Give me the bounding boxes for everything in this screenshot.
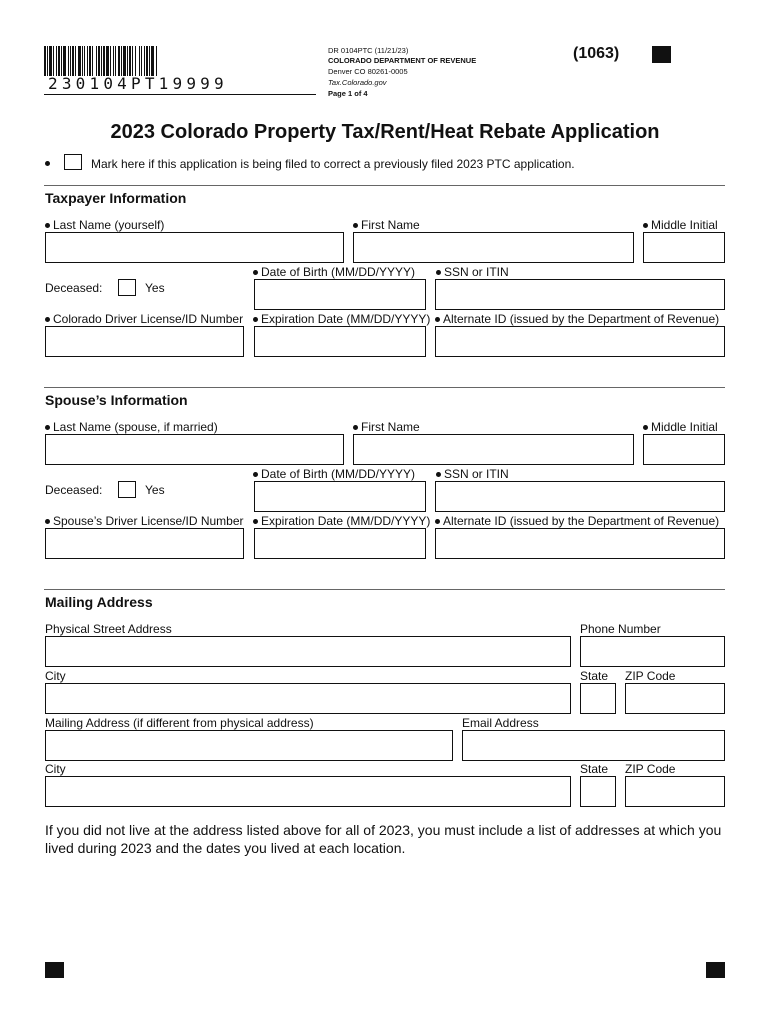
mailing-address-field[interactable] [45, 730, 453, 761]
taxpayer-deceased-label: Deceased: [45, 281, 103, 295]
taxpayer-middle-initial-label [643, 218, 718, 232]
taxpayer-first-name-field[interactable] [353, 232, 634, 263]
department-address: Denver CO 80261-0005 [328, 67, 408, 76]
spouse-deceased-yes-label: Yes [145, 483, 165, 497]
correction-label: Mark here if this application is being filed to correct a previously filed 2023 PTC application. [91, 157, 575, 171]
mailing-heading: Mailing Address [45, 594, 153, 610]
spouse-last-name-label [45, 420, 218, 434]
label-text: Expiration Date (MM/DD/YYYY) [261, 312, 431, 326]
taxpayer-middle-initial-field[interactable] [643, 232, 725, 263]
taxpayer-last-name-field[interactable] [45, 232, 344, 263]
state-label: State [580, 669, 609, 683]
required-bullet [45, 223, 50, 228]
taxpayer-dob-label [253, 265, 415, 279]
registration-mark-bottom-left [45, 962, 64, 978]
mailing-city-field[interactable] [45, 776, 571, 807]
required-bullet [435, 519, 440, 524]
department-website: Tax.Colorado.gov [328, 78, 387, 87]
label-text: Alternate ID (issued by the Department of Revenue) [443, 312, 720, 326]
taxpayer-expiration-label [253, 312, 430, 326]
label-text: Expiration Date (MM/DD/YYYY) [261, 514, 431, 528]
mailing-state-field[interactable] [580, 776, 616, 807]
required-bullet [253, 472, 258, 477]
required-bullet [436, 472, 441, 477]
taxpayer-dob-field[interactable] [254, 279, 426, 310]
label-text: First Name [361, 218, 420, 232]
phone-label: Phone Number [580, 622, 661, 636]
taxpayer-last-name-label [45, 218, 164, 232]
required-bullet [353, 425, 358, 430]
required-bullet [643, 425, 648, 430]
required-bullet [45, 317, 50, 322]
label-text: First Name [361, 420, 420, 434]
label-text: Middle Initial [651, 218, 718, 232]
page-indicator: Page 1 of 4 [328, 89, 368, 98]
required-bullet [353, 223, 358, 228]
spouse-deceased-label: Deceased: [45, 483, 103, 497]
section-divider [44, 185, 725, 186]
label-text: Colorado Driver License/ID Number [53, 312, 244, 326]
barcode-bar [157, 46, 158, 76]
label-text: SSN or ITIN [444, 265, 509, 279]
label-text: Date of Birth (MM/DD/YYYY) [261, 265, 416, 279]
barcode-underline [44, 94, 316, 95]
taxpayer-alternate-id-field[interactable] [435, 326, 725, 357]
email-field[interactable] [462, 730, 725, 761]
spouse-license-label [45, 514, 244, 528]
section-divider [44, 589, 725, 590]
registration-mark-top-right [652, 46, 671, 63]
spouse-expiration-field[interactable] [254, 528, 426, 559]
spouse-ssn-field[interactable] [435, 481, 725, 512]
spouse-expiration-label [253, 514, 430, 528]
mailing-zip-label: ZIP Code [625, 762, 676, 776]
page-title: 2023 Colorado Property Tax/Rent/Heat Rebate Application [110, 121, 660, 143]
spouse-license-field[interactable] [45, 528, 244, 559]
taxpayer-heading: Taxpayer Information [45, 190, 187, 206]
label-text: Last Name (yourself) [53, 218, 165, 232]
label-text: Alternate ID (issued by the Department of Revenue) [443, 514, 720, 528]
taxpayer-expiration-field[interactable] [254, 326, 426, 357]
physical-street-field[interactable] [45, 636, 571, 667]
required-bullet [435, 317, 440, 322]
zip-field[interactable] [625, 683, 725, 714]
spouse-last-name-field[interactable] [45, 434, 344, 465]
label-text: Last Name (spouse, if married) [53, 420, 218, 434]
city-label: City [45, 669, 66, 683]
registration-mark-bottom-right [706, 962, 725, 978]
required-bullet [45, 161, 50, 166]
spouse-middle-initial-label [643, 420, 718, 434]
label-text: Middle Initial [651, 420, 718, 434]
spouse-dob-label [253, 467, 415, 481]
label-text: SSN or ITIN [444, 467, 509, 481]
spouse-middle-initial-field[interactable] [643, 434, 725, 465]
required-bullet [643, 223, 648, 228]
required-bullet [253, 519, 258, 524]
spouse-heading: Spouse’s Information [45, 392, 188, 408]
email-label: Email Address [462, 716, 539, 730]
zip-label: ZIP Code [625, 669, 676, 683]
mailing-zip-field[interactable] [625, 776, 725, 807]
spouse-alternate-id-field[interactable] [435, 528, 725, 559]
spouse-first-name-field[interactable] [353, 434, 634, 465]
label-text: Date of Birth (MM/DD/YYYY) [261, 467, 416, 481]
mailing-address-label: Mailing Address (if different from physical address) [45, 716, 314, 730]
taxpayer-license-label [45, 312, 243, 326]
spouse-deceased-checkbox[interactable] [118, 481, 136, 498]
label-text: Spouse’s Driver License/ID Number [53, 514, 244, 528]
section-divider [44, 387, 725, 388]
form-id: DR 0104PTC (11/21/23) [328, 46, 409, 55]
mailing-state-label: State [580, 762, 609, 776]
mailing-city-label: City [45, 762, 66, 776]
taxpayer-ssn-label [436, 265, 509, 279]
taxpayer-deceased-yes-label: Yes [145, 281, 165, 295]
taxpayer-license-field[interactable] [45, 326, 244, 357]
required-bullet [253, 270, 258, 275]
spouse-alternate-id-label [435, 514, 719, 528]
address-history-note: If you did not live at the address listed above for all of 2023, you must include a list of addresses at which you lived during 2023 and the dates you lived at each location. [45, 822, 722, 856]
form-number: (1063) [573, 45, 620, 62]
city-field[interactable] [45, 683, 571, 714]
taxpayer-deceased-checkbox[interactable] [118, 279, 136, 296]
state-field[interactable] [580, 683, 616, 714]
taxpayer-alternate-id-label [435, 312, 719, 326]
spouse-dob-field[interactable] [254, 481, 426, 512]
physical-street-label: Physical Street Address [45, 622, 172, 636]
spouse-first-name-label [353, 420, 420, 434]
department-name: COLORADO DEPARTMENT OF REVENUE [328, 56, 477, 65]
required-bullet [45, 425, 50, 430]
required-bullet [253, 317, 258, 322]
correction-checkbox[interactable] [64, 154, 82, 170]
required-bullet [436, 270, 441, 275]
barcode [44, 46, 256, 76]
taxpayer-ssn-field[interactable] [435, 279, 725, 310]
taxpayer-first-name-label [353, 218, 420, 232]
spouse-ssn-label [436, 467, 509, 481]
phone-field[interactable] [580, 636, 725, 667]
barcode-number: 230104PT19999 [48, 74, 228, 93]
required-bullet [45, 519, 50, 524]
